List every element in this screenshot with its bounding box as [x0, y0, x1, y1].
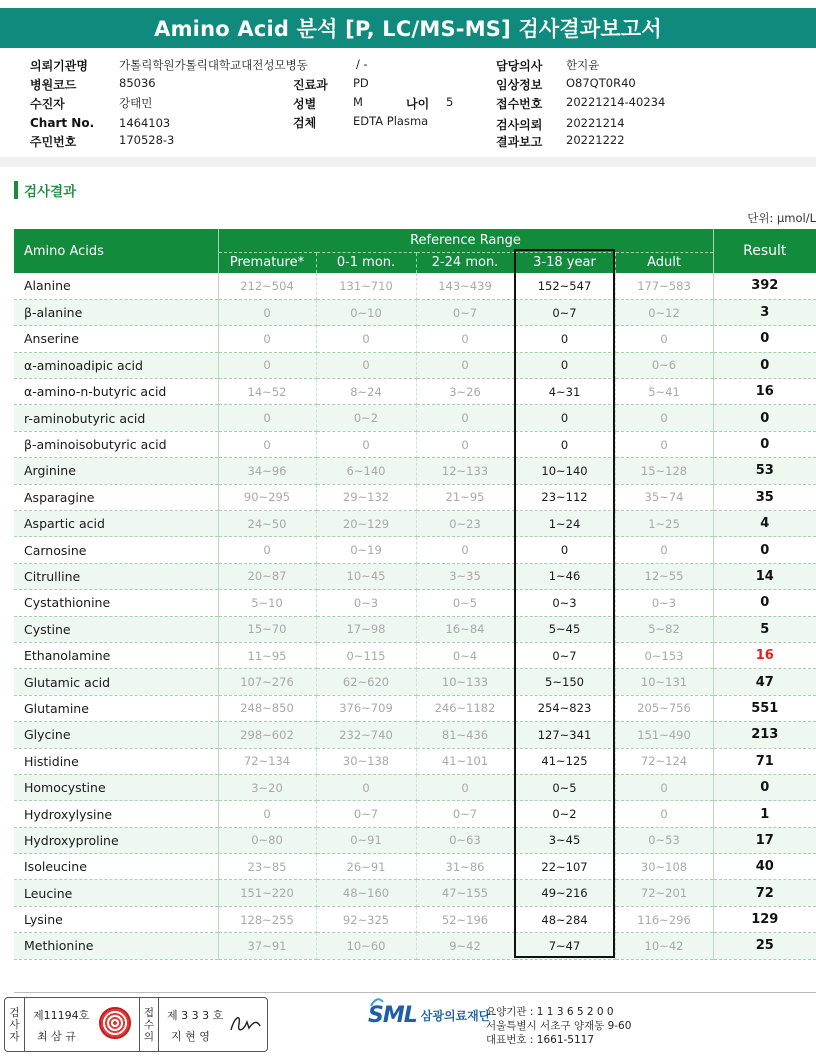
receiver-license: 제 3 3 3 호	[167, 1009, 224, 1022]
reference-range-cell: 41~101	[416, 748, 514, 774]
reference-range-cell: 37~91	[218, 933, 316, 959]
amino-acid-name: Cystathionine	[14, 590, 218, 616]
signature-label-char: 수	[143, 1018, 155, 1031]
result-value: 0	[713, 537, 816, 563]
result-value: 213	[713, 722, 816, 748]
agency-number: 요양기관 : 1 1 3 6 5 2 0 0	[486, 1006, 614, 1018]
reference-range-cell: 0	[416, 405, 514, 431]
amino-acid-name: Aspartic acid	[14, 511, 218, 537]
reference-range-cell: 143~439	[416, 273, 514, 299]
report-date-label: 결과보고	[496, 135, 543, 149]
chart-label: Chart No.	[30, 116, 95, 130]
reference-range-cell: 9~42	[416, 933, 514, 959]
reference-range-cell: 1~25	[615, 511, 713, 537]
table-row	[14, 854, 816, 880]
reference-range-cell: 0~7	[416, 801, 514, 827]
age-label: 나이	[406, 97, 430, 111]
reference-range-cell: 34~96	[218, 458, 316, 484]
reference-range-cell: 1~46	[514, 563, 615, 589]
reference-range-cell: 0~7	[514, 642, 615, 668]
reference-range-cell: 20~87	[218, 563, 316, 589]
footer-contact	[486, 1005, 631, 1047]
reference-range-cell: 5~10	[218, 590, 316, 616]
reference-range-cell: 52~196	[416, 906, 514, 932]
signature-box	[4, 997, 268, 1052]
hospital-code-label: 병원코드	[30, 78, 77, 92]
table-row	[14, 748, 816, 774]
reference-range-cell: 0~7	[514, 299, 615, 325]
table-row	[14, 695, 816, 721]
result-value: 16	[713, 379, 816, 405]
reference-range-cell: 0	[615, 801, 713, 827]
hospital-code-value: 85036	[119, 76, 156, 90]
reference-range-cell: 30~138	[316, 748, 416, 774]
amino-acid-name: Asparagine	[14, 484, 218, 510]
report-date-value: 20221222	[566, 133, 625, 147]
amino-acid-name: Anserine	[14, 326, 218, 352]
table-row	[14, 774, 816, 800]
signature-scribble-icon	[227, 1012, 263, 1036]
tester-name: 최 삼 규	[37, 1030, 76, 1043]
reference-range-cell: 3~26	[416, 379, 514, 405]
reference-range-cell: 0~6	[615, 352, 713, 378]
reference-range-cell: 131~710	[316, 273, 416, 299]
reference-range-cell: 0	[615, 537, 713, 563]
table-row	[14, 326, 816, 352]
reference-range-cell: 10~42	[615, 933, 713, 959]
patient-value: 강태민	[119, 96, 153, 110]
table-row	[14, 458, 816, 484]
reference-range-cell: 127~341	[514, 722, 615, 748]
ref-group-header: 2-24 mon.	[416, 252, 514, 273]
receipt-value: 20221214-40234	[566, 95, 666, 109]
amino-acid-name: Citrulline	[14, 563, 218, 589]
table-row	[14, 669, 816, 695]
org-name: 삼광의료재단	[420, 1009, 491, 1023]
result-value: 72	[713, 880, 816, 906]
section-heading	[14, 181, 76, 199]
reference-range-cell: 298~602	[218, 722, 316, 748]
reference-range-cell: 10~140	[514, 458, 615, 484]
amino-acid-name: α-amino-n-butyric acid	[14, 379, 218, 405]
amino-acid-name: β-aminoisobutyric acid	[14, 431, 218, 457]
reference-range-cell: 0	[416, 326, 514, 352]
logo-swoosh-icon	[370, 997, 384, 1007]
signature-label-char: 자	[9, 1030, 20, 1043]
age-value: 5	[446, 95, 454, 109]
result-value: 0	[713, 326, 816, 352]
signature-label-char: 검	[9, 1006, 20, 1019]
amino-acid-name: Alanine	[14, 273, 218, 299]
result-value: 0	[713, 352, 816, 378]
amino-acid-name: Glutamine	[14, 695, 218, 721]
reference-range-cell: 0	[514, 326, 615, 352]
phone: 대표번호 : 1661-5117	[486, 1034, 595, 1046]
official-seal-icon	[99, 1007, 131, 1039]
amino-acid-name: Methionine	[14, 933, 218, 959]
amino-acid-name: Arginine	[14, 458, 218, 484]
reference-range-cell: 0~53	[615, 827, 713, 853]
reference-range-cell: 151~490	[615, 722, 713, 748]
reference-range-cell: 0	[615, 431, 713, 457]
reference-range-cell: 26~91	[316, 854, 416, 880]
result-value: 551	[713, 695, 816, 721]
reference-range-cell: 0	[316, 431, 416, 457]
result-value: 129	[713, 906, 816, 932]
amino-acid-name: Histidine	[14, 748, 218, 774]
receipt-label: 접수번호	[496, 97, 543, 111]
section-title: 검사결과	[24, 184, 77, 200]
reference-range-cell: 0	[514, 352, 615, 378]
doctor-value: 한지윤	[566, 58, 600, 72]
reference-range-cell: 24~50	[218, 511, 316, 537]
table-row	[14, 827, 816, 853]
patient-info	[0, 52, 816, 152]
reference-range-cell: 7~47	[514, 933, 615, 959]
clinical-label: 임상정보	[496, 78, 543, 92]
result-value: 5	[713, 616, 816, 642]
result-value: 1	[713, 801, 816, 827]
result-value: 4	[713, 511, 816, 537]
table-row	[14, 642, 816, 668]
table-row	[14, 563, 816, 589]
reference-range-cell: 0~3	[316, 590, 416, 616]
reference-range-cell: 10~133	[416, 669, 514, 695]
reference-range-cell: 0~19	[316, 537, 416, 563]
reference-range-cell: 1~24	[514, 511, 615, 537]
reference-range-cell: 30~108	[615, 854, 713, 880]
result-value: 3	[713, 299, 816, 325]
reference-range-cell: 0~10	[316, 299, 416, 325]
tester-license: 제11194호	[33, 1009, 90, 1022]
reference-range-cell: 15~128	[615, 458, 713, 484]
reference-range-cell: 72~124	[615, 748, 713, 774]
reference-range-cell: 0~80	[218, 827, 316, 853]
signature-label-char: 접	[143, 1006, 155, 1019]
result-value: 0	[713, 431, 816, 457]
reference-range-cell: 0	[615, 774, 713, 800]
reference-range-cell: 0	[316, 352, 416, 378]
reference-range-cell: 0	[218, 405, 316, 431]
reference-range-cell: 41~125	[514, 748, 615, 774]
logo-text: SML	[368, 1003, 417, 1028]
reference-range-cell: 0~7	[416, 299, 514, 325]
tester-label	[5, 998, 25, 1051]
reference-range-cell: 0	[416, 352, 514, 378]
reference-range-cell: 0~63	[416, 827, 514, 853]
reference-range-cell: 3~20	[218, 774, 316, 800]
reference-range-cell: 35~74	[615, 484, 713, 510]
reference-range-cell: 29~132	[316, 484, 416, 510]
reference-range-cell: 5~150	[514, 669, 615, 695]
reference-range-cell: 48~284	[514, 906, 615, 932]
amino-acid-name: Glutamic acid	[14, 669, 218, 695]
chart-value: 1464103	[119, 116, 171, 130]
reference-range-cell: 81~436	[416, 722, 514, 748]
divider	[0, 157, 816, 167]
amino-acid-name: Glycine	[14, 722, 218, 748]
col-header-result: Result	[713, 229, 816, 273]
footer-divider	[14, 992, 816, 993]
reference-range-cell: 0	[316, 326, 416, 352]
reference-range-cell: 0	[416, 431, 514, 457]
result-value: 35	[713, 484, 816, 510]
signature-label-char: 사	[9, 1018, 20, 1031]
doctor-label: 담당의사	[496, 59, 543, 73]
signature-label-char: 의	[143, 1030, 155, 1043]
reference-range-cell: 212~504	[218, 273, 316, 299]
table-row	[14, 352, 816, 378]
reference-range-cell: 0~2	[514, 801, 615, 827]
reference-range-cell: 128~255	[218, 906, 316, 932]
ref-group-header: 0-1 mon.	[316, 252, 416, 273]
reference-range-cell: 10~131	[615, 669, 713, 695]
result-value: 0	[713, 590, 816, 616]
amino-acid-name: Cystine	[14, 616, 218, 642]
reference-range-cell: 0	[514, 431, 615, 457]
reference-range-cell: 23~112	[514, 484, 615, 510]
reference-range-cell: 0~23	[416, 511, 514, 537]
amino-acid-name: r-aminobutyric acid	[14, 405, 218, 431]
reference-range-cell: 4~31	[514, 379, 615, 405]
reference-range-cell: 12~133	[416, 458, 514, 484]
amino-acid-name: Leucine	[14, 880, 218, 906]
request-label: 검사의뢰	[496, 118, 543, 132]
reference-range-cell: 47~155	[416, 880, 514, 906]
table-row	[14, 405, 816, 431]
reference-range-cell: 0	[218, 299, 316, 325]
request-value: 20221214	[566, 116, 625, 130]
table-row	[14, 933, 816, 959]
reference-range-cell: 5~41	[615, 379, 713, 405]
reference-range-cell: 0	[218, 801, 316, 827]
address: 서울특별시 서초구 양재동 9-60	[486, 1020, 632, 1032]
reference-range-cell: 3~35	[416, 563, 514, 589]
result-value: 0	[713, 774, 816, 800]
table-row	[14, 906, 816, 932]
reference-range-cell: 0~91	[316, 827, 416, 853]
result-value: 71	[713, 748, 816, 774]
reference-range-cell: 0	[514, 405, 615, 431]
clinical-value: O87QT0R40	[566, 76, 636, 90]
ward-value: / -	[356, 57, 368, 71]
sex-label: 성별	[293, 97, 317, 111]
table-row	[14, 484, 816, 510]
receiver-label	[139, 998, 159, 1051]
table-row	[14, 880, 816, 906]
amino-acid-name: Hydroxyproline	[14, 827, 218, 853]
amino-acid-name: β-alanine	[14, 299, 218, 325]
reference-range-cell: 0~115	[316, 642, 416, 668]
reference-range-cell: 3~45	[514, 827, 615, 853]
dept-label: 진료과	[293, 78, 328, 92]
reference-range-cell: 0~5	[514, 774, 615, 800]
reference-range-cell: 0	[218, 326, 316, 352]
result-value: 25	[713, 933, 816, 959]
reference-range-cell: 16~84	[416, 616, 514, 642]
patient-label: 수진자	[30, 97, 65, 111]
table-row	[14, 801, 816, 827]
amino-acid-name: Isoleucine	[14, 854, 218, 880]
table-row	[14, 537, 816, 563]
table-row	[14, 273, 816, 299]
table-row	[14, 722, 816, 748]
reference-range-cell: 12~55	[615, 563, 713, 589]
result-value: 17	[713, 827, 816, 853]
ref-group-header: 3-18 year	[514, 252, 615, 273]
receiver-name: 지 현 영	[171, 1030, 210, 1043]
dept-value: PD	[353, 76, 369, 90]
reference-range-cell: 152~547	[514, 273, 615, 299]
reference-range-cell: 5~45	[514, 616, 615, 642]
reference-range-cell: 151~220	[218, 880, 316, 906]
reference-range-cell: 72~201	[615, 880, 713, 906]
table-row	[14, 616, 816, 642]
reference-range-cell: 72~134	[218, 748, 316, 774]
reference-range-cell: 20~129	[316, 511, 416, 537]
col-header-reference-range: Reference Range	[218, 229, 713, 252]
reference-range-cell: 31~86	[416, 854, 514, 880]
table-row	[14, 431, 816, 457]
amino-acid-name: Carnosine	[14, 537, 218, 563]
report-title: Amino Acid 분석 [P, LC/MS-MS] 검사결과보고서	[0, 8, 816, 48]
reference-range-cell: 0~153	[615, 642, 713, 668]
reference-range-cell: 10~60	[316, 933, 416, 959]
reference-range-cell: 232~740	[316, 722, 416, 748]
resident-value: 170528-3	[119, 133, 175, 147]
amino-acid-name: Homocystine	[14, 774, 218, 800]
reference-range-cell: 0	[514, 537, 615, 563]
reference-range-cell: 14~52	[218, 379, 316, 405]
sml-logo	[368, 1003, 490, 1028]
reference-range-cell: 6~140	[316, 458, 416, 484]
reference-range-cell: 8~24	[316, 379, 416, 405]
reference-range-cell: 22~107	[514, 854, 615, 880]
reference-range-cell: 11~95	[218, 642, 316, 668]
amino-acid-name: Ethanolamine	[14, 642, 218, 668]
reference-range-cell: 0~4	[416, 642, 514, 668]
institution-value: 가톨릭학원가톨릭대학교대전성모병동	[119, 58, 308, 72]
result-value: 0	[713, 405, 816, 431]
reference-range-cell: 17~98	[316, 616, 416, 642]
reference-range-cell: 254~823	[514, 695, 615, 721]
reference-range-cell: 21~95	[416, 484, 514, 510]
result-value: 40	[713, 854, 816, 880]
unit-label: 단위: μmol/L	[747, 211, 816, 225]
reference-range-cell: 10~45	[316, 563, 416, 589]
reference-range-cell: 62~620	[316, 669, 416, 695]
table-row	[14, 511, 816, 537]
reference-range-cell: 0~12	[615, 299, 713, 325]
specimen-value: EDTA Plasma	[353, 114, 429, 128]
reference-range-cell: 0	[615, 405, 713, 431]
amino-acid-name: α-aminoadipic acid	[14, 352, 218, 378]
reference-range-cell: 0~7	[316, 801, 416, 827]
reference-range-cell: 15~70	[218, 616, 316, 642]
reference-range-cell: 92~325	[316, 906, 416, 932]
table-row	[14, 379, 816, 405]
reference-range-cell: 107~276	[218, 669, 316, 695]
reference-range-cell: 0	[218, 431, 316, 457]
reference-range-cell: 23~85	[218, 854, 316, 880]
results-table	[14, 229, 816, 960]
reference-range-cell: 246~1182	[416, 695, 514, 721]
specimen-label: 검체	[293, 116, 317, 130]
result-value: 47	[713, 669, 816, 695]
reference-range-cell: 5~82	[615, 616, 713, 642]
reference-range-cell: 0	[615, 326, 713, 352]
result-value: 392	[713, 273, 816, 299]
reference-range-cell: 90~295	[218, 484, 316, 510]
ref-group-header: Premature*	[218, 252, 316, 273]
reference-range-cell: 0~2	[316, 405, 416, 431]
table-row	[14, 590, 816, 616]
reference-range-cell: 376~709	[316, 695, 416, 721]
result-value: 53	[713, 458, 816, 484]
reference-range-cell: 116~296	[615, 906, 713, 932]
result-value: 14	[713, 563, 816, 589]
sex-value: M	[353, 95, 363, 109]
amino-acid-name: Hydroxylysine	[14, 801, 218, 827]
reference-range-cell: 0	[218, 537, 316, 563]
resident-label: 주민번호	[30, 135, 77, 149]
reference-range-cell: 49~216	[514, 880, 615, 906]
reference-range-cell: 0~3	[615, 590, 713, 616]
result-value: 16	[713, 642, 816, 668]
reference-range-cell: 0~5	[416, 590, 514, 616]
reference-range-cell: 0	[316, 774, 416, 800]
institution-label: 의뢰기관명	[30, 59, 88, 73]
reference-range-cell: 0	[218, 352, 316, 378]
reference-range-cell: 248~850	[218, 695, 316, 721]
col-header-amino-acids: Amino Acids	[14, 229, 218, 273]
reference-range-cell: 177~583	[615, 273, 713, 299]
reference-range-cell: 48~160	[316, 880, 416, 906]
reference-range-cell: 0	[416, 537, 514, 563]
reference-range-cell: 0	[416, 774, 514, 800]
reference-range-cell: 0~3	[514, 590, 615, 616]
reference-range-cell: 205~756	[615, 695, 713, 721]
section-marker	[14, 181, 18, 199]
ref-group-header: Adult	[615, 252, 713, 273]
table-row	[14, 299, 816, 325]
amino-acid-name: Lysine	[14, 906, 218, 932]
